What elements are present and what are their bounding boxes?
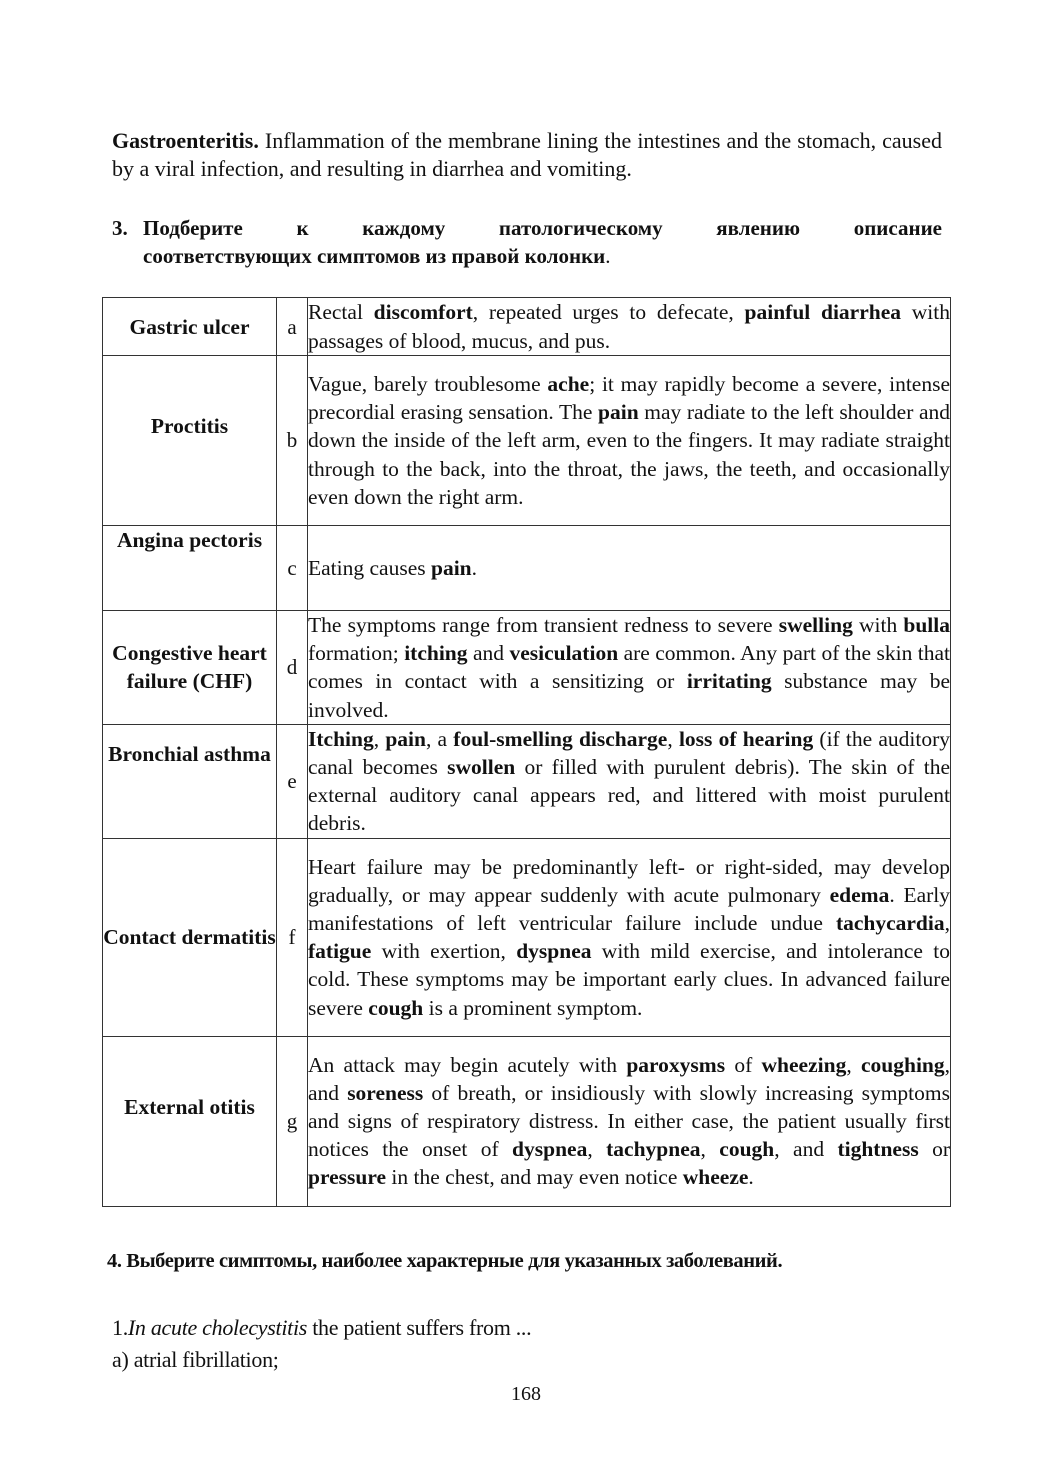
task3-line2-end: .	[605, 244, 611, 268]
table-row	[103, 1036, 951, 1206]
symptom-keyword: foul-smelling discharge	[453, 726, 668, 751]
symptom-description	[308, 724, 951, 838]
symptom-keyword: cough	[719, 1137, 775, 1162]
description-text: ,	[373, 726, 386, 751]
description-text: ,	[667, 726, 679, 751]
question-1-italic: In acute cholecystitis	[127, 1315, 308, 1340]
task3-number: 3.	[112, 216, 128, 240]
symptom-keyword: coughing	[860, 1052, 945, 1077]
description-text: Vague, barely troublesome	[308, 371, 548, 396]
description-text: and	[467, 641, 510, 666]
description-text: , and	[308, 1052, 950, 1105]
matching-table	[102, 297, 951, 1207]
disease-term: External otitis	[103, 1036, 277, 1206]
symptom-keyword: ache	[547, 371, 590, 396]
description-text: The symptoms range from transient redness to severe	[308, 613, 779, 637]
description-text: with passages of blood, mucus, and pus.	[308, 300, 950, 353]
symptom-keyword: cough	[368, 995, 424, 1020]
description-text: ,	[944, 910, 950, 935]
symptom-keyword: dyspnea	[512, 1137, 588, 1162]
option-letter: b	[277, 356, 308, 526]
description-text: formation;	[308, 641, 405, 666]
symptom-keyword: paroxysms	[626, 1052, 726, 1077]
table-row	[103, 526, 951, 611]
question-1-number: 1.	[112, 1315, 128, 1340]
description-text: An attack may begin acutely with	[308, 1052, 627, 1077]
table-row	[103, 356, 951, 526]
description-text: ,	[700, 1137, 720, 1162]
symptom-keyword: swollen	[447, 755, 516, 780]
description-text: are common. Any part of the skin that comes in contact with a sensitizing or	[308, 641, 951, 694]
symptom-description	[308, 356, 951, 526]
description-text: , repeated urges to defecate,	[472, 300, 745, 325]
question-1	[112, 1315, 531, 1341]
description-text: or filled with purulent debris). The skin of the external auditory canal appears red, and littered with moist purulent debris.	[308, 755, 950, 836]
symptom-description	[308, 611, 951, 725]
symptom-keyword: pressure	[308, 1165, 387, 1190]
table-row	[103, 724, 951, 838]
table-row	[103, 838, 951, 1036]
symptom-keyword: soreness	[347, 1080, 424, 1105]
description-text: , a	[425, 726, 454, 751]
matching-table-body	[103, 298, 951, 1207]
symptom-keyword: pain	[598, 400, 639, 425]
page-number: 168	[511, 1383, 541, 1405]
description-text: ,	[587, 1137, 607, 1162]
symptom-keyword: dyspnea	[516, 939, 592, 964]
disease-term: Congestive heart failure (CHF)	[103, 611, 277, 725]
symptom-keyword: loss of hearing	[678, 726, 814, 751]
option-letter: a	[277, 298, 308, 356]
intro-text: Inflammation of the membrane lining the intestines and the stomach, caused by a viral infection, and resulting in diarrhea and vomiting.	[112, 128, 942, 181]
symptom-keyword: tachypnea	[606, 1137, 701, 1162]
symptom-keyword: Itching	[308, 726, 374, 751]
disease-term: Bronchial asthma	[103, 724, 277, 838]
question-1-option-a: a) atrial fibrillation;	[112, 1347, 279, 1372]
symptom-keyword: swelling	[778, 613, 853, 637]
disease-term: Proctitis	[103, 356, 277, 526]
task3-line2-wrap	[143, 242, 942, 270]
description-text: Eating causes	[308, 555, 431, 580]
symptom-keyword: irritating	[686, 669, 772, 694]
question-1-rest: the patient suffers from ...	[307, 1315, 532, 1340]
table-row	[103, 298, 951, 356]
description-text: with	[852, 613, 904, 637]
intro-paragraph	[112, 127, 942, 183]
symptom-description	[308, 1036, 951, 1206]
description-text: of	[725, 1052, 762, 1077]
description-text: Heart failure may be predominantly left- or right-sided, may develop gradually, or may appear suddenly with acute pulmonary	[308, 854, 950, 907]
description-text: ,	[846, 1052, 861, 1077]
description-text: .	[471, 555, 478, 580]
task3-line2: соответствующих симптомов из правой колонки	[143, 244, 606, 268]
task3-line1: Подберите к каждому патологическому явлению описание	[143, 216, 942, 240]
description-text: in the chest, and may even notice	[386, 1165, 683, 1190]
description-text: , and	[774, 1137, 838, 1162]
symptom-keyword: vesiculation	[509, 641, 619, 666]
description-text: of breath, or insidiously with slowly increasing symptoms and signs of respiratory distress. In either case, the patient usually first notices the onset of	[308, 1080, 950, 1162]
symptom-keyword: bulla	[903, 613, 950, 637]
description-text: may radiate to the left shoulder and down the inside of the left arm, even to the fingers. It may radiate straight through to the back, into the throat, the jaws, the teeth, and occasionally even down the right arm.	[308, 400, 950, 509]
symptom-description	[308, 298, 951, 356]
option-letter: g	[277, 1036, 308, 1206]
option-letter: e	[277, 724, 308, 838]
description-text: . Early manifestations of left ventricular failure include undue	[308, 882, 950, 935]
option-letter: c	[277, 526, 308, 611]
option-letter: f	[277, 838, 308, 1036]
task3-heading	[112, 214, 942, 270]
option-letter: d	[277, 611, 308, 725]
table-row	[103, 611, 951, 725]
intro-term: Gastroenteritis.	[112, 128, 259, 153]
symptom-keyword: tachycardia	[835, 910, 945, 935]
symptom-keyword: discomfort	[373, 300, 473, 325]
description-text: Rectal	[308, 300, 374, 325]
symptom-keyword: itching	[404, 641, 468, 666]
disease-term: Contact dermatitis	[103, 838, 277, 1036]
symptom-keyword: tightness	[837, 1137, 919, 1162]
task4-heading: 4. Выберите симптомы, наиболее характерные для указанных заболеваний.	[107, 1250, 783, 1272]
description-text: ; it may rapidly become a severe, intense precordial erasing sensation. The	[308, 371, 950, 425]
description-text: .	[748, 1165, 754, 1190]
disease-term: Angina pectoris	[103, 526, 277, 611]
description-text: or	[918, 1137, 951, 1162]
description-text: is a prominent symptom.	[423, 995, 643, 1020]
symptom-keyword: painful diarrhea	[744, 300, 902, 325]
symptom-keyword: wheezing	[761, 1052, 847, 1077]
description-text: with mild exercise, and intolerance to cold. These symptoms may be important early clues. In advanced failure severe	[308, 939, 950, 1020]
symptom-keyword: fatigue	[308, 939, 372, 964]
description-text: with exertion,	[371, 939, 517, 964]
symptom-keyword: edema	[829, 882, 890, 907]
symptom-keyword: pain	[385, 726, 426, 751]
symptom-keyword: wheeze	[682, 1165, 749, 1190]
symptom-keyword: pain	[431, 555, 472, 580]
description-text: substance may be involved.	[308, 669, 950, 722]
disease-term: Gastric ulcer	[103, 298, 277, 356]
symptom-description	[308, 526, 951, 611]
description-text: (if the auditory canal becomes	[308, 726, 951, 780]
symptom-description	[308, 838, 951, 1036]
